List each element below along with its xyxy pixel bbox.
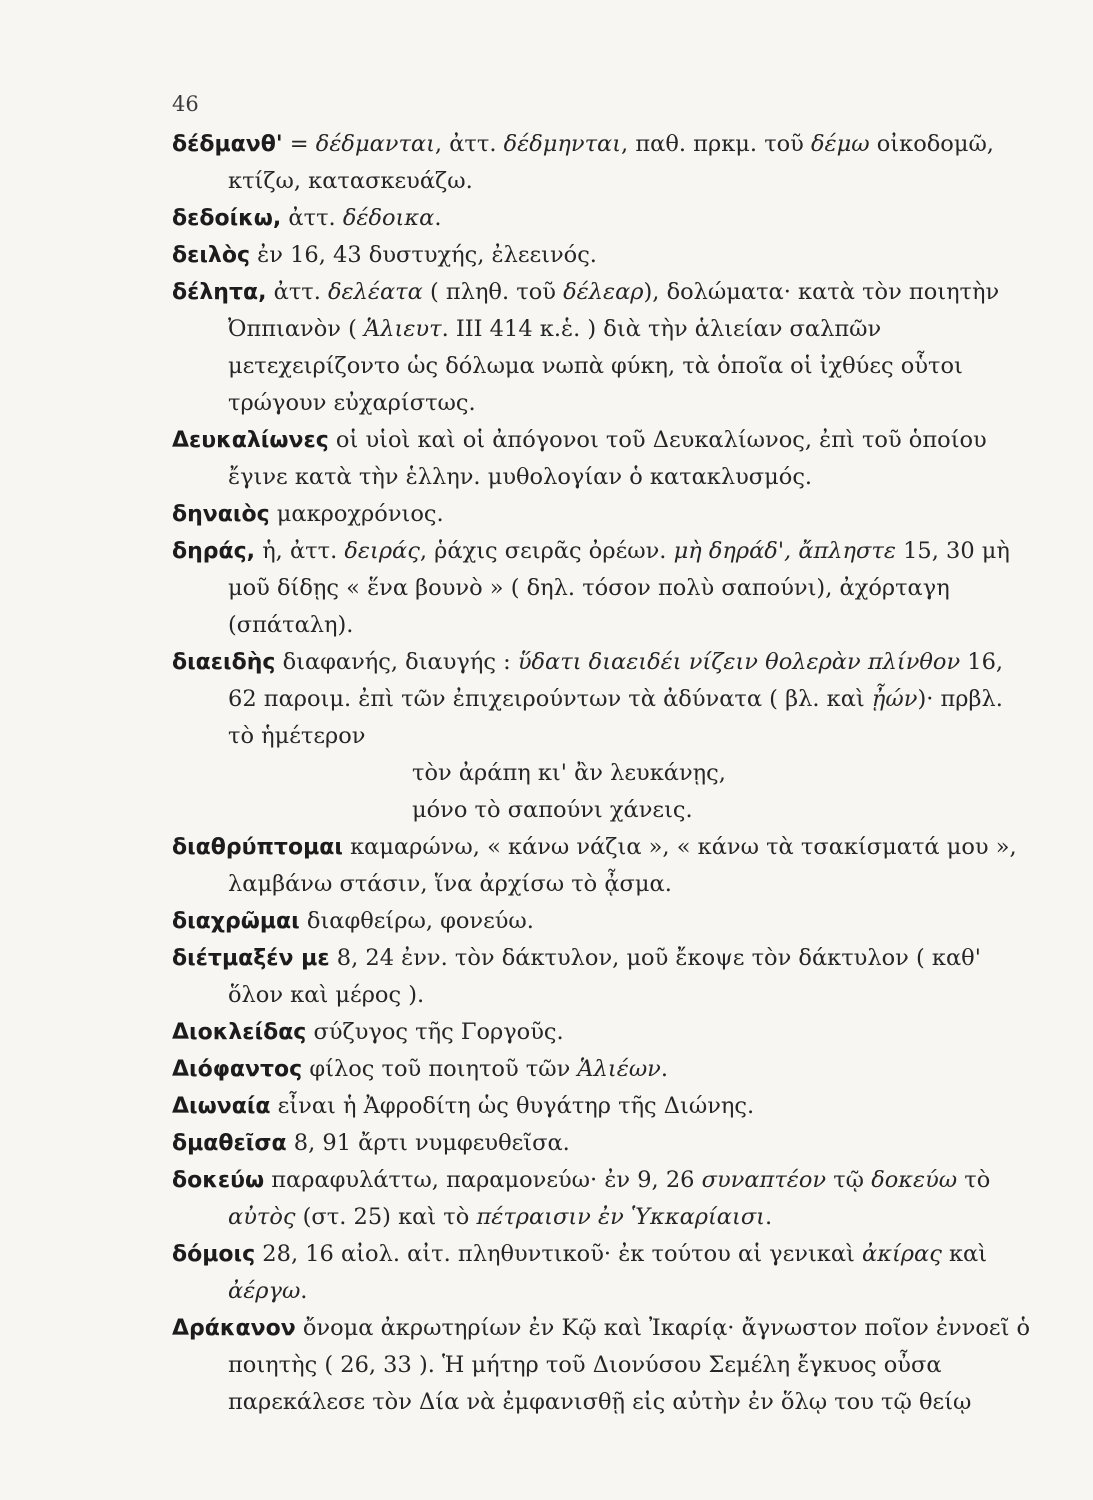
entry-headword: δόμοις: [172, 1242, 256, 1267]
entry-text: εἶναι ἡ Ἀφροδίτη ὡς θυγάτηρ τῆς Διώνης.: [270, 1093, 755, 1119]
entry-text: 16, 62 παροιμ. ἐπὶ τῶν ἐπιχειρούντων τὰ ἀδύνατα ( βλ. καὶ: [228, 649, 1004, 712]
entry-italic-text: δελέατα: [328, 279, 423, 305]
entry-headword: διαθρύπτομαι: [172, 835, 343, 860]
entry-text: διαφανής, διαυγής :: [275, 649, 518, 675]
entry-text: 8, 24 ἐνν. τὸν δάκτυλον, μοῦ ἔκοψε τὸν δάκτυλον ( καθ' ὅλον καὶ μέρος ).: [228, 945, 981, 1008]
entry-text: , ἀττ.: [434, 131, 504, 157]
entry-text: ( πληθ. τοῦ: [422, 279, 564, 305]
entry-italic-text: ᾖών: [871, 686, 918, 712]
verse-line: μόνο τὸ σαπούνι χάνεις.: [412, 797, 693, 823]
entry-text: . III 414 κ.ἑ. ) διὰ τὴν ἁλιείαν σαλπῶν μετεχειρίζοντο ὡς δόλωμα νωπὰ φύκη, τὰ ὁποῖα οἱ ἰχθύες οὗτοι τρώγουν εὐχαρίστως.: [228, 316, 963, 416]
entry-text: ὄνομα ἀκρωτηρίων ἐν Κῷ καὶ Ἰκαρίᾳ· ἄγνωστον ποῖον ἐννοεῖ ὁ ποιητὴς ( 26, 33 ). Ἡ μήτηρ τοῦ Διονύσου Σεμέλη ἔγκυος οὖσα παρεκάλεσε τὸν Δία νὰ ἐμφανισθῇ εἰς αὐτὴν ἐν ὅλῳ του τῷ θείῳ: [228, 1315, 1031, 1415]
entry-headword: Διωναία: [172, 1094, 271, 1119]
entry-headword: διαειδὴς: [172, 650, 276, 675]
glossary-entry: [172, 644, 1032, 755]
glossary-entries: [172, 126, 1032, 1421]
glossary-entry: [172, 126, 1032, 200]
entry-text: 28, 16 αἰολ. αἰτ. πληθυντικοῦ· ἐκ τούτου αἱ γενικαὶ: [255, 1241, 862, 1267]
entry-italic-text: δέμω: [811, 131, 870, 157]
entry-text: , ῥάχις σειρᾶς ὀρέων.: [419, 538, 674, 564]
entry-italic-text: ὕδατι διαειδέι νίζειν θολερὰν πλίνθον: [517, 649, 961, 675]
entry-text: .: [765, 1204, 773, 1230]
glossary-entry: [172, 1051, 1032, 1088]
glossary-entry: [172, 940, 1032, 1014]
entry-italic-text: ἀέργω: [228, 1278, 301, 1304]
entry-headword: δειλὸς: [172, 243, 251, 268]
entry-headword: Δράκανον: [172, 1316, 296, 1341]
entry-italic-text: μὴ δηράδ', ἄπληστε: [673, 538, 896, 564]
entry-headword: δηράς,: [172, 539, 256, 564]
verse-quote: [172, 755, 1032, 829]
entry-text: καὶ: [941, 1241, 988, 1267]
glossary-entry: [172, 1088, 1032, 1125]
entry-headword: δοκεύω: [172, 1168, 265, 1193]
entry-italic-text: Ἁλιευτ: [364, 316, 442, 342]
glossary-entry: [172, 496, 1032, 533]
entry-headword: Διοκλείδας: [172, 1020, 307, 1045]
entry-text: ἀττ.: [281, 205, 343, 231]
entry-text: μακροχρόνιος.: [269, 501, 444, 527]
glossary-entry: [172, 1125, 1032, 1162]
glossary-entry: [172, 274, 1032, 422]
entry-text: τῷ: [826, 1167, 872, 1193]
entry-italic-text: δέδμανται: [315, 131, 435, 157]
entry-text: παραφυλάττω, παραμονεύω· ἐν 9, 26: [264, 1167, 702, 1193]
glossary-entry: [172, 200, 1032, 237]
glossary-entry: [172, 1014, 1032, 1051]
glossary-entry: [172, 1236, 1032, 1310]
entry-text: οἰκοδομῶ, κτίζω, κατασκευάζω.: [228, 131, 994, 194]
entry-text: σύζυγος τῆς Γοργοῦς.: [306, 1019, 564, 1045]
entry-text: ), δολώματα· κατὰ τὸν ποιητὴν Ὀππιανὸν (: [228, 279, 1000, 342]
entry-text: καμαρώνω, « κάνω νάζια », « κάνω τὰ τσακίσματά μου », λαμβάνω στάσιν, ἵνα ἀρχίσω τὸ ᾆσμα.: [228, 834, 1017, 897]
entry-text: .: [300, 1278, 308, 1304]
entry-text: διαφθείρω, φονεύω.: [299, 908, 534, 934]
entry-italic-text: δοκεύω: [871, 1167, 958, 1193]
entry-text: (στ. 25) καὶ τὸ: [295, 1204, 477, 1230]
entry-text: ἀττ.: [266, 279, 329, 305]
entry-text: 15, 30 μὴ μοῦ δίδῃς « ἕνα βουνὸ » ( δηλ. τόσον πολὺ σαπούνι), ἀχόρταγη (σπάταλη).: [228, 538, 1010, 638]
glossary-entry: [172, 533, 1032, 644]
entry-headword: Διόφαντος: [172, 1057, 303, 1082]
entry-text: φίλος τοῦ ποιητοῦ τῶν: [302, 1056, 578, 1082]
entry-text: )· πρβλ. τὸ ἡμέτερον: [228, 686, 1003, 749]
entry-text: οἱ υἱοὶ καὶ οἱ ἀπόγονοι τοῦ Δευκαλίωνος, ἐπὶ τοῦ ὁποίου ἔγινε κατὰ τὴν ἑλλην. μυθολογίαν ὁ κατακλυσμός.: [228, 427, 987, 490]
entry-headword: διαχρῶμαι: [172, 909, 300, 934]
entry-italic-text: αὐτὸς: [228, 1204, 296, 1230]
entry-text: ἡ, ἀττ.: [255, 538, 345, 564]
entry-italic-text: δέδμηνται: [503, 131, 622, 157]
entry-text: .: [660, 1056, 669, 1082]
entry-text: 8, 91 ἄρτι νυμφευθεῖσα.: [286, 1130, 570, 1156]
glossary-entry: [172, 1310, 1032, 1421]
entry-italic-text: Ἁλιέων: [577, 1056, 661, 1082]
entry-italic-text: πέτραισιν ἐν Ὑκκαρίαισι: [476, 1204, 766, 1230]
page-number: 46: [172, 92, 199, 116]
entry-headword: δμαθεῖσα: [172, 1131, 287, 1156]
entry-text: τὸ: [957, 1167, 991, 1193]
entry-text: ἐν 16, 43 δυστυχής, ἐλεεινός.: [250, 242, 597, 268]
glossary-entry: [172, 237, 1032, 274]
entry-headword: δηναιὸς: [172, 502, 270, 527]
entry-italic-text: συναπτέον: [701, 1167, 827, 1193]
entry-italic-text: δέλεαρ: [563, 279, 644, 305]
entry-italic-text: δέδοικα: [342, 205, 435, 231]
entry-italic-text: δειράς: [344, 538, 420, 564]
entry-headword: διέτμαξέν με: [172, 946, 330, 971]
entry-italic-text: ἀκίρας: [862, 1241, 942, 1267]
entry-text: =: [282, 131, 316, 157]
verse-line: τὸν ἀράπη κι' ἂν λευκάνῃς,: [412, 760, 726, 786]
entry-headword: δεδοίκω,: [172, 206, 282, 231]
glossary-entry: [172, 422, 1032, 496]
entry-headword: δέλητα,: [172, 280, 267, 305]
glossary-entry: [172, 1162, 1032, 1236]
glossary-entry: [172, 829, 1032, 903]
entry-headword: δέδμανθ': [172, 132, 283, 157]
entry-text: , παθ. πρκμ. τοῦ: [621, 131, 812, 157]
entry-text: .: [434, 205, 442, 231]
entry-headword: Δευκαλίωνες: [172, 428, 329, 453]
glossary-entry: [172, 903, 1032, 940]
